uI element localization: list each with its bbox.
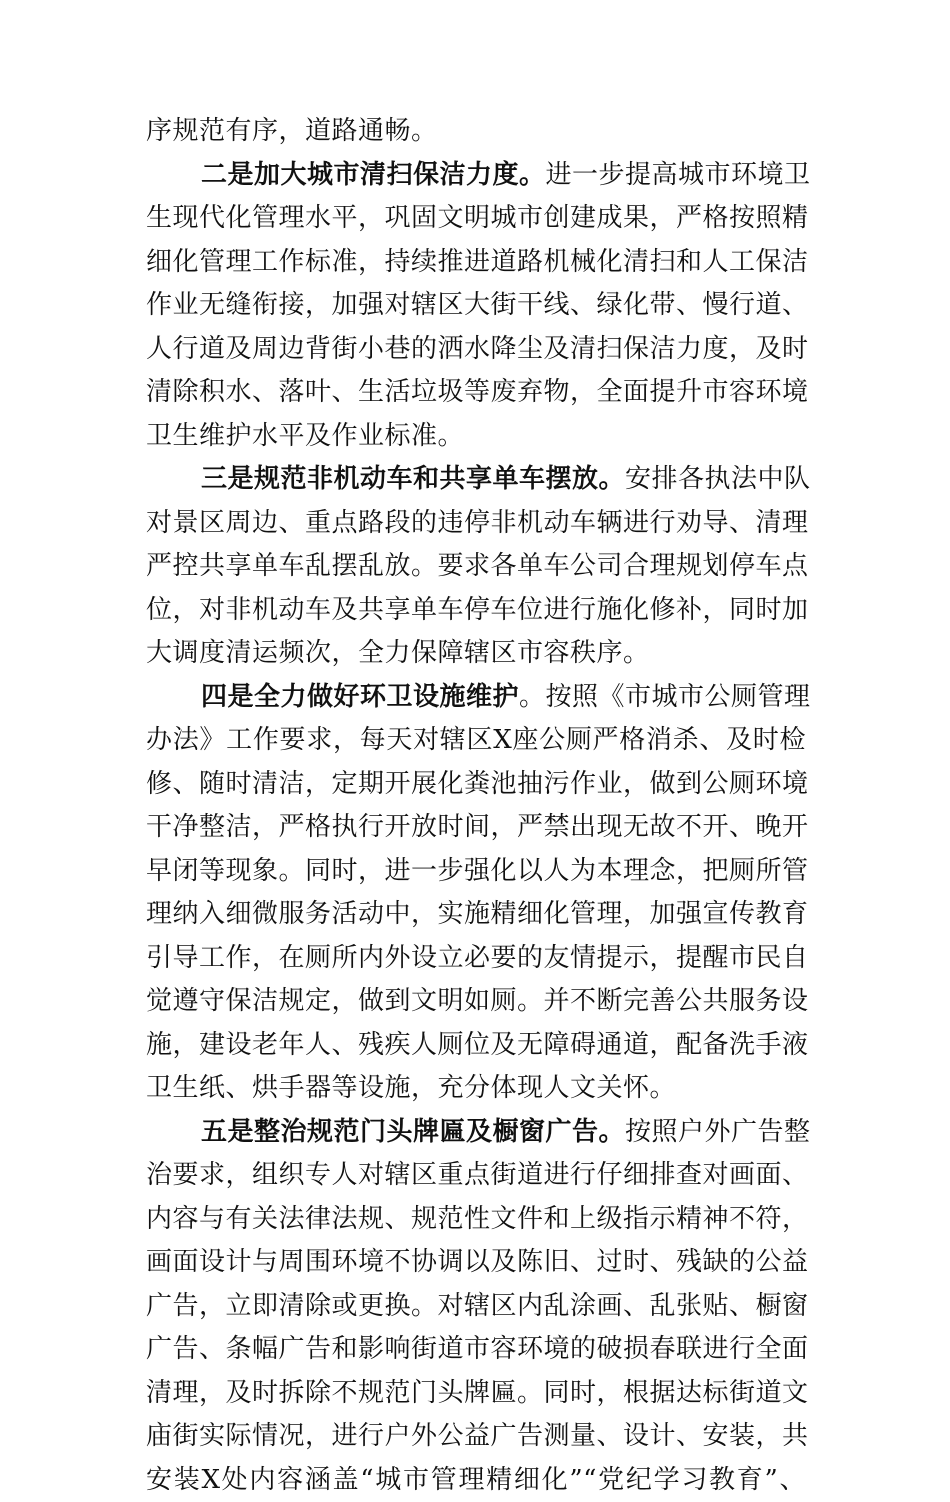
paragraph-first-line — [146, 154, 806, 198]
text-line: 人行道及周边背街小巷的洒水降尘及清扫保洁力度，及时 — [146, 328, 806, 372]
text-line: 卫生纸、烘手器等设施，充分体现人文关怀。 — [146, 1067, 806, 1111]
text-line: 对景区周边、重点路段的违停非机动车辆进行劝导、清理 — [146, 502, 806, 546]
paragraph-first-line — [146, 676, 806, 720]
text-line: 修、随时清洁，定期开展化粪池抽污作业，做到公厕环境 — [146, 763, 806, 807]
paragraph — [146, 458, 806, 676]
document-page — [146, 110, 806, 1502]
text-line: 庙街实际情况，进行户外公益广告测量、设计、安装，共 — [146, 1415, 806, 1459]
paragraph-first-text: 。按照《市城市公厕管理 — [519, 682, 811, 712]
text-line: 严控共享单车乱摆乱放。要求各单车公司合理规划停车点 — [146, 545, 806, 589]
text-line: 大调度清运频次，全力保障辖区市容秩序。 — [146, 632, 806, 676]
paragraph — [146, 1111, 806, 1502]
paragraph-first-text: 进一步提高城市环境卫 — [546, 160, 811, 190]
text-line: 细化管理工作标准，持续推进道路机械化清扫和人工保洁 — [146, 241, 806, 285]
text-line: 觉遵守保洁规定，做到文明如厕。并不断完善公共服务设 — [146, 980, 806, 1024]
text-line: 清理，及时拆除不规范门头牌匾。同时，根据达标街道文 — [146, 1372, 806, 1416]
text-line: 理纳入细微服务活动中，实施精细化管理，加强宣传教育 — [146, 893, 806, 937]
paragraph-first-text: 安排各执法中队 — [625, 464, 811, 494]
text-line: 序规范有序，道路通畅。 — [146, 110, 806, 154]
text-line: 干净整洁，严格执行开放时间，严禁出现无故不开、晚开 — [146, 806, 806, 850]
text-line: 广告、条幅广告和影响街道市容环境的破损春联进行全面 — [146, 1328, 806, 1372]
paragraph-first-line — [146, 1111, 806, 1155]
text-line: 画面设计与周围环境不协调以及陈旧、过时、残缺的公益 — [146, 1241, 806, 1285]
text-line: 内容与有关法律法规、规范性文件和上级指示精神不符， — [146, 1198, 806, 1242]
text-line: 位，对非机动车及共享单车停车位进行施化修补，同时加 — [146, 589, 806, 633]
paragraph-heading: 四是全力做好环卫设施维护 — [201, 682, 519, 712]
paragraph-heading: 二是加大城市清扫保洁力度。 — [201, 160, 546, 190]
paragraph — [146, 154, 806, 459]
paragraph — [146, 110, 806, 154]
paragraph-heading: 三是规范非机动车和共享单车摆放。 — [201, 464, 625, 494]
paragraph-heading: 五是整治规范门头牌匾及橱窗广告。 — [201, 1117, 625, 1147]
text-line: 引导工作，在厕所内外设立必要的友情提示，提醒市民自 — [146, 937, 806, 981]
text-line: 作业无缝衔接，加强对辖区大街干线、绿化带、慢行道、 — [146, 284, 806, 328]
text-line: 施，建设老年人、残疾人厕位及无障碍通道，配备洗手液 — [146, 1024, 806, 1068]
text-line: 生现代化管理水平，巩固文明城市创建成果，严格按照精 — [146, 197, 806, 241]
text-line: 安装X处内容涵盖“城市管理精细化”“党纪学习教育”、 — [146, 1459, 806, 1502]
paragraph — [146, 676, 806, 1111]
text-line: 早闭等现象。同时，进一步强化以人为本理念，把厕所管 — [146, 850, 806, 894]
paragraph-first-line — [146, 458, 806, 502]
text-line: 广告，立即清除或更换。对辖区内乱涂画、乱张贴、橱窗 — [146, 1285, 806, 1329]
text-line: 清除积水、落叶、生活垃圾等废弃物，全面提升市容环境 — [146, 371, 806, 415]
text-line: 办法》工作要求，每天对辖区X座公厕严格消杀、及时检 — [146, 719, 806, 763]
paragraph-first-text: 按照户外广告整 — [625, 1117, 811, 1147]
text-line: 治要求，组织专人对辖区重点街道进行仔细排查对画面、 — [146, 1154, 806, 1198]
text-line: 卫生维护水平及作业标准。 — [146, 415, 806, 459]
